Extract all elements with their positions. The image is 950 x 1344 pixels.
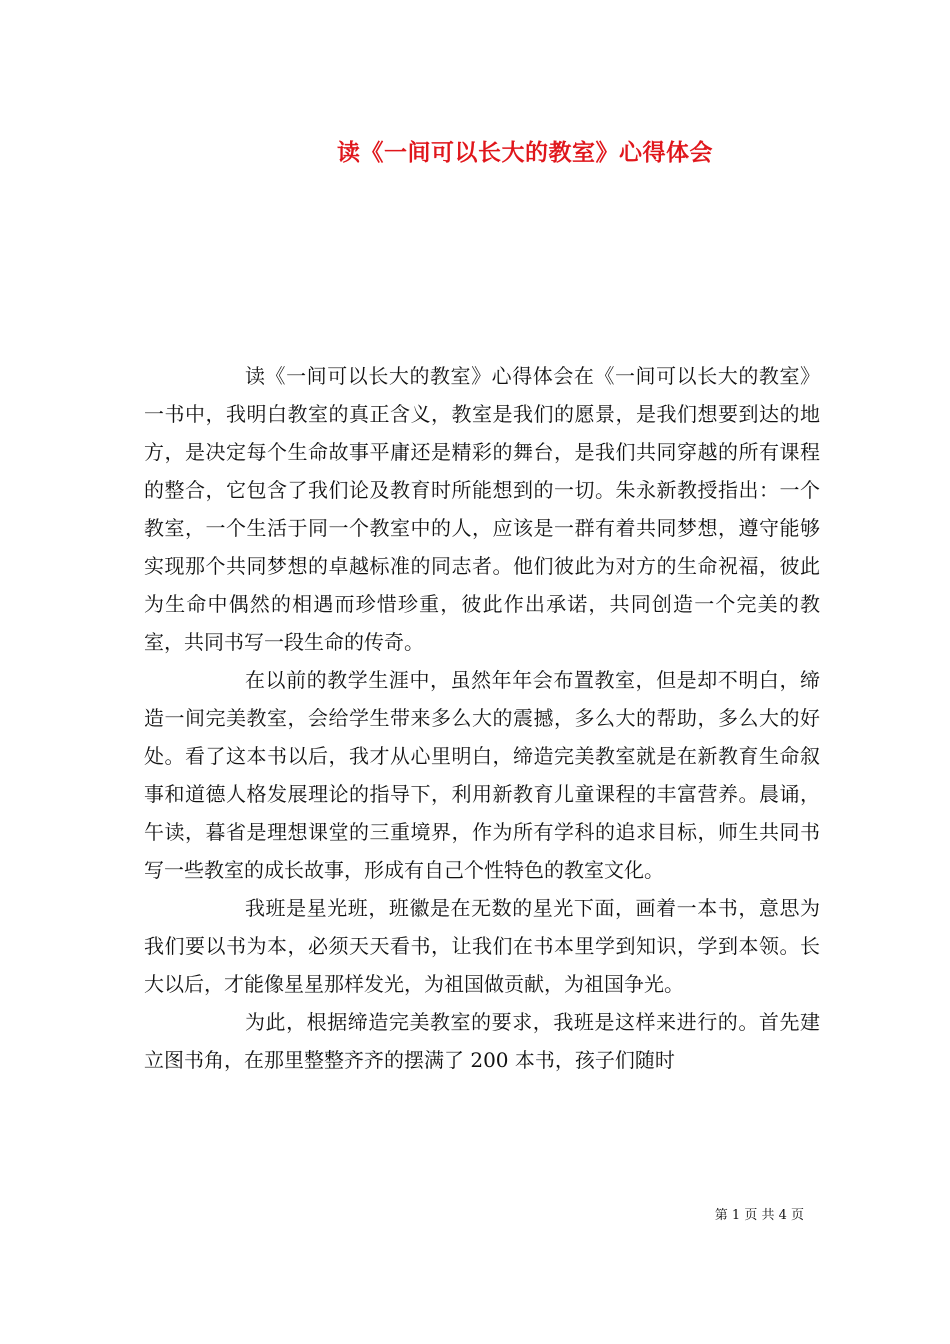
document-body <box>144 357 820 1079</box>
paragraph: 为此，根据缔造完美教室的要求，我班是这样来进行的。首先建立图书角，在那里整整齐齐的摆满了 200 本书，孩子们随时 <box>144 1010 820 1072</box>
paragraph: 我班是星光班，班徽是在无数的星光下面，画着一本书，意思为我们要以书为本，必须天天看书，让我们在书本里学到知识，学到本领。长大以后，才能像星星那样发光，为祖国做贡献，为祖国争光。 <box>144 896 820 996</box>
paragraph: 读《一间可以长大的教室》心得体会在《一间可以长大的教室》一书中，我明白教室的真正含义，教室是我们的愿景，是我们想要到达的地方，是决定每个生命故事平庸还是精彩的舞台，是我们共同穿越的所有课程的整合，它包含了我们论及教育时所能想到的一切。朱永新教授指出：一个教室，一个生活于同一个教室中的人，应该是一群有着共同梦想，遵守能够实现那个共同梦想的卓越标准的同志者。他们彼此为对方的生命祝福，彼此为生命中偶然的相遇而珍惜珍重，彼此作出承诺，共同创造一个完美的教室，共同书写一段生命的传奇。 <box>144 364 820 654</box>
document-title: 读《一间可以长大的教室》心得体会 <box>337 139 713 166</box>
paragraph: 在以前的教学生涯中，虽然年年会布置教室，但是却不明白，缔造一间完美教室，会给学生带来多么大的震撼，多么大的帮助，多么大的好处。看了这本书以后，我才从心里明白，缔造完美教室就是在新教育生命叙事和道德人格发展理论的指导下，利用新教育儿童课程的丰富营养。晨诵，午读，暮省是理想课堂的三重境界，作为所有学科的追求目标，师生共同书写一些教室的成长故事，形成有自己个性特色的教室文化。 <box>144 668 820 882</box>
page-number: 第 1 页 共 4 页 <box>714 1208 804 1223</box>
